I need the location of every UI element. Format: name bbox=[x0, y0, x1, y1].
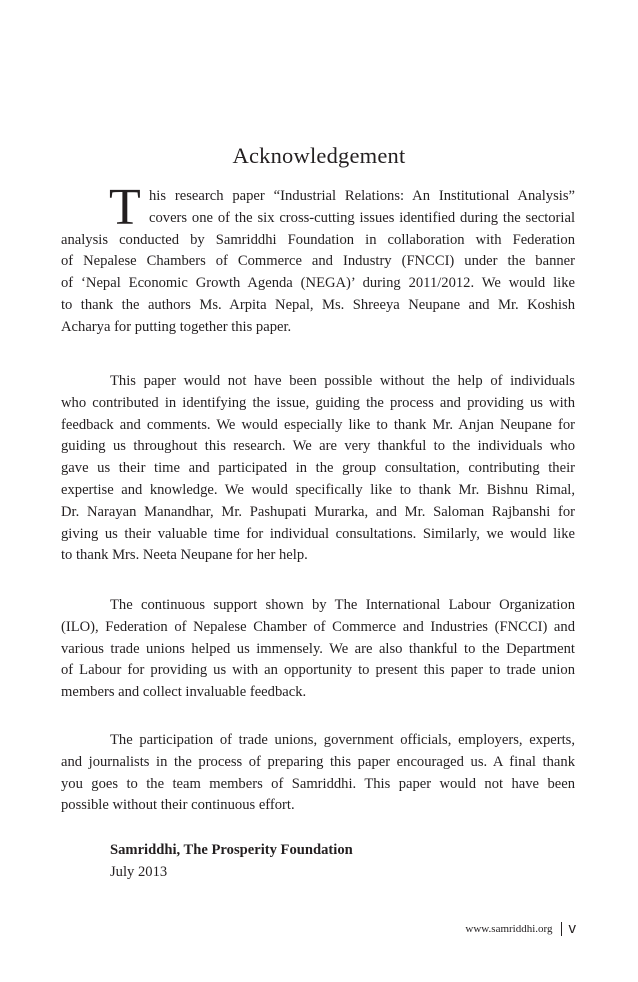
page-title: Acknowledgement bbox=[232, 143, 406, 168]
paragraph-line: to thank Mrs. Neeta Neupane for her help. bbox=[61, 547, 308, 564]
signature-date: July 2013 bbox=[110, 864, 168, 880]
page-footer bbox=[465, 920, 576, 937]
paragraph-line: possible without their continuous effort. bbox=[61, 797, 295, 814]
drop-cap: T bbox=[109, 179, 141, 236]
paragraph-1 bbox=[61, 179, 575, 339]
paragraph-line: various trade unions helped us immensely. We are also thankful to the Department bbox=[61, 640, 575, 657]
paragraph-line: of Nepalese Chambers of Commerce and Industry (FNCCI) under the banner bbox=[61, 253, 575, 270]
paragraph-line: guiding us throughout this research. We are very thankful to the individuals who bbox=[61, 438, 575, 455]
paragraph-line: feedback and comments. We would especially like to thank Mr. Anjan Neupane for bbox=[61, 416, 575, 433]
paragraph-line: Acharya for putting together this paper. bbox=[61, 318, 292, 335]
paragraph-line: his research paper “Industrial Relations: An Institutional Analysis” bbox=[149, 188, 575, 204]
paragraph-4 bbox=[61, 730, 575, 817]
paragraph-3 bbox=[61, 595, 575, 704]
paragraph-line: (ILO), Federation of Nepalese Chamber of Commerce and Industries (FNCCI) and bbox=[61, 618, 575, 635]
paragraph-line: Dr. Narayan Manandhar, Mr. Pashupati Murarka, and Mr. Saloman Rajbanshi for bbox=[61, 503, 575, 520]
paragraph-line: who contributed in identifying the issue, guiding the process and providing us with bbox=[61, 394, 575, 411]
paragraph-line: of ‘Nepal Economic Growth Agenda (NEGA)’ during 2011/2012. We would like bbox=[61, 275, 575, 292]
paragraph-line: expertise and knowledge. We would specifically like to thank Mr. Bishnu Rimal, bbox=[61, 481, 575, 498]
footer-url: www.samriddhi.org bbox=[465, 922, 553, 935]
paragraph-line: This paper would not have been possible without the help of individuals bbox=[110, 373, 575, 389]
paragraph-line: members and collect invaluable feedback. bbox=[61, 684, 307, 701]
footer-divider bbox=[561, 922, 562, 936]
signature-organization: Samriddhi, The Prosperity Foundation bbox=[110, 842, 353, 858]
paragraph-line: you goes to the team members of Samriddhi. This paper would not have been bbox=[61, 775, 575, 792]
paragraph-line: giving us their valuable time for individual consultations. Similarly, we would like bbox=[61, 525, 575, 542]
paragraph-line: and journalists in the process of preparing this paper encouraged us. A final thank bbox=[61, 753, 575, 770]
paragraph-line: gave us their time and participated in the group consultation, contributing their bbox=[61, 460, 575, 477]
paragraph-2 bbox=[61, 371, 575, 567]
paragraph-line: covers one of the six cross-cutting issues identified during the sectorial bbox=[149, 209, 575, 226]
paragraph-line: The continuous support shown by The International Labour Organization bbox=[110, 597, 575, 613]
paragraph-line: The participation of trade unions, government officials, employers, experts, bbox=[110, 732, 575, 748]
paragraph-line: analysis conducted by Samriddhi Foundation in collaboration with Federation bbox=[61, 231, 575, 248]
page-number: v bbox=[568, 920, 576, 937]
paragraph-line: of Labour for providing us with an opportunity to present this paper to trade union bbox=[61, 662, 575, 679]
paragraph-line: to thank the authors Ms. Arpita Nepal, Ms. Shreeya Neupane and Mr. Koshish bbox=[61, 296, 575, 313]
